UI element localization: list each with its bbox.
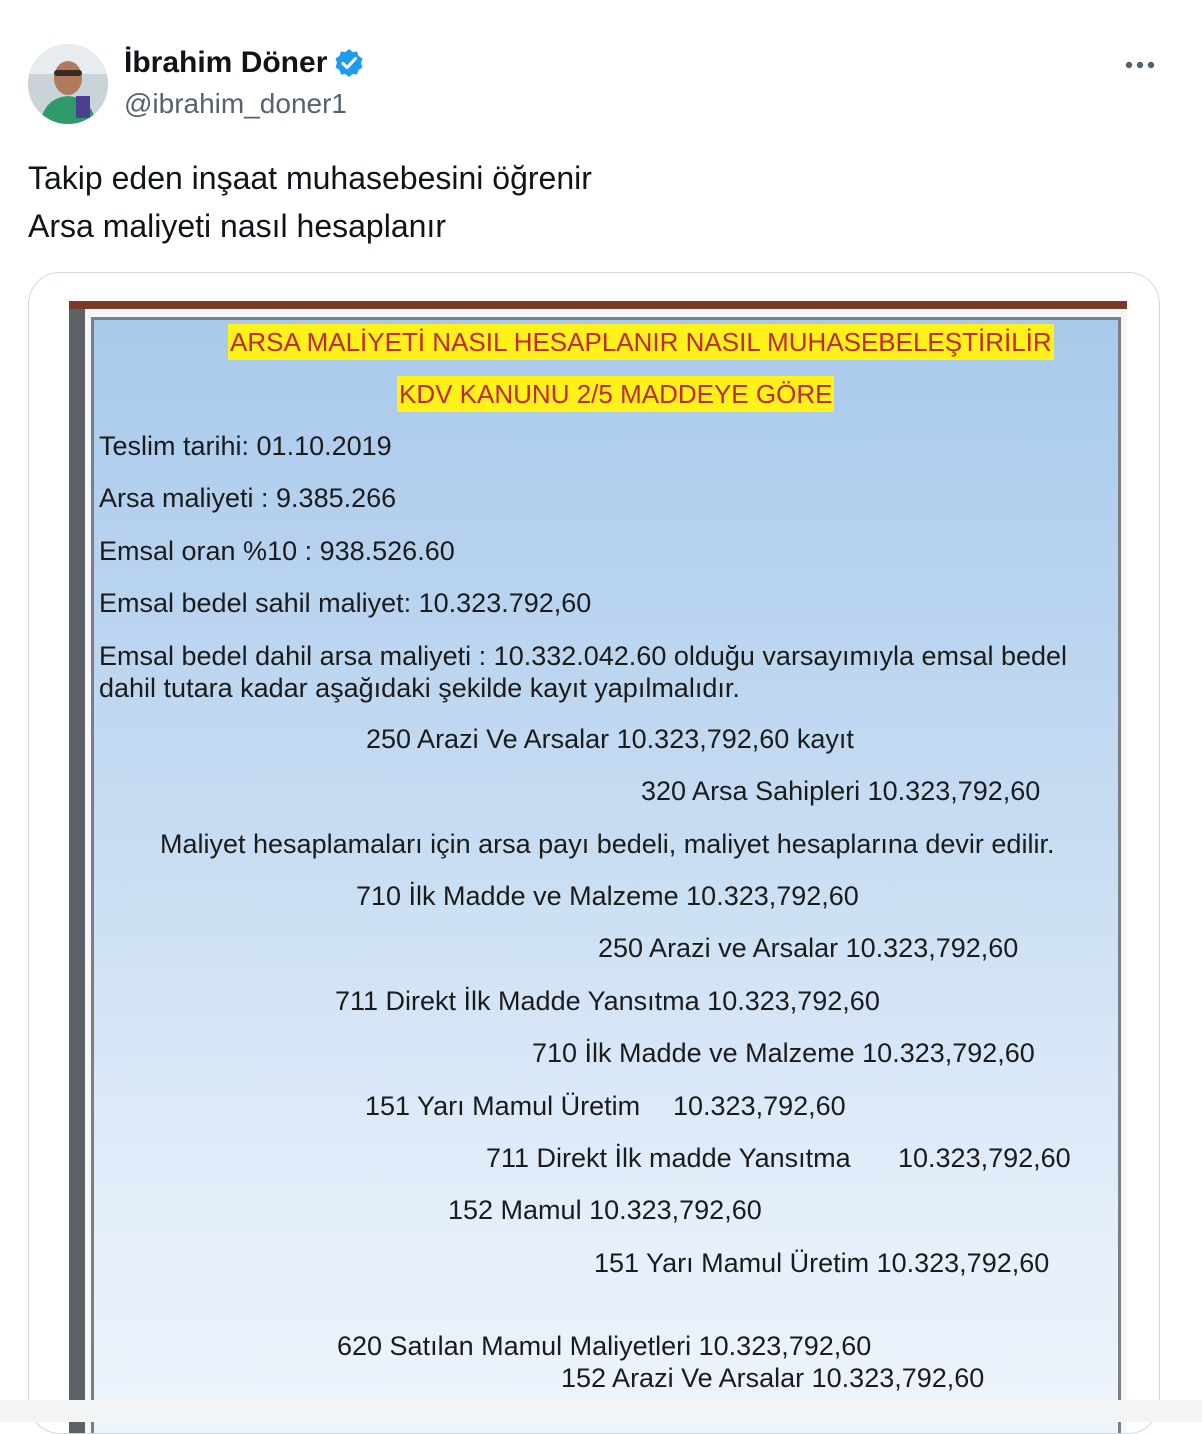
journal-entry-9: 152 Mamul 10.323,792,60 [448, 1195, 762, 1225]
author-display-name[interactable] [124, 44, 365, 82]
journal-entry-7-label: 151 Yarı Mamul Üretim [365, 1091, 641, 1121]
slide-line-equivalent-cost: Emsal bedel sahil maliyet: 10.323.792,60 [99, 588, 592, 618]
journal-entry-12: 152 Arazi Ve Arsalar 10.323,792,60 [561, 1363, 985, 1393]
verified-badge-icon [333, 47, 365, 79]
journal-entry-3: 710 İlk Madde ve Malzeme 10.323,792,60 [356, 881, 859, 911]
tweet-media-card[interactable] [28, 272, 1160, 1434]
journal-entry-4: 250 Arazi ve Arsalar 10.323,792,60 [598, 933, 1019, 963]
tweet-line-2: Arsa maliyeti nasıl hesaplanır [28, 208, 446, 244]
journal-entry-6: 710 İlk Madde ve Malzeme 10.323,792,60 [532, 1038, 1035, 1068]
journal-entry-11: 620 Satılan Mamul Maliyetleri 10.323,792,60 [337, 1331, 872, 1361]
slide-line-included-cost: Emsal bedel dahil arsa maliyeti : 10.332.042.60 olduğu varsayımıyla emsal bedel [99, 641, 1068, 671]
more-options-icon[interactable] [1118, 50, 1162, 80]
slide-title-2: KDV KANUNU 2/5 MADDEYE GÖRE [397, 376, 834, 412]
journal-entry-10: 151 Yarı Mamul Üretim 10.323,792,60 [594, 1248, 1050, 1278]
slide-line-included-cost-cont: dahil tutara kadar aşağıdaki şekilde kayıt yapılmalıdır. [99, 673, 740, 703]
avatar-image [28, 44, 108, 124]
journal-entry-8-amount: 10.323,792,60 [898, 1143, 1071, 1173]
journal-entry-2: 320 Arsa Sahipleri 10.323,792,60 [641, 776, 1041, 806]
journal-entry-8-label: 711 Direkt İlk madde Yansıtma [486, 1143, 851, 1173]
slide-line-land-cost: Arsa maliyeti : 9.385.266 [99, 483, 397, 513]
slide-line-rate: Emsal oran %10 : 938.526.60 [99, 536, 455, 566]
journal-entry-5: 711 Direkt İlk Madde Yansıtma 10.323,792,60 [335, 986, 880, 1016]
author-handle[interactable]: @ibrahim_doner1 [124, 88, 347, 119]
journal-note: Maliyet hesaplamaları için arsa payı bedeli, maliyet hesaplarına devir edilir. [160, 829, 1055, 859]
journal-entry-1: 250 Arazi Ve Arsalar 10.323,792,60 kayıt [366, 724, 854, 754]
tweet-line-1: Takip eden inşaat muhasebesini öğrenir [28, 160, 592, 196]
author-name-text[interactable]: İbrahim Döner [124, 46, 328, 79]
slide-title-1: ARSA MALİYETİ NASIL HESAPLANIR NASIL MUHASEBELEŞTİRİLİR [228, 324, 1054, 360]
tweet-text [28, 154, 592, 250]
slide-line-delivery-date: Teslim tarihi: 01.10.2019 [99, 431, 392, 461]
bottom-edge [0, 1400, 1202, 1422]
slide-top-border [69, 301, 1127, 309]
slide-content [91, 317, 1121, 1434]
journal-entry-7-amount: 10.323,792,60 [673, 1091, 846, 1121]
slide-image [69, 309, 1127, 1434]
author-avatar[interactable] [28, 44, 108, 124]
